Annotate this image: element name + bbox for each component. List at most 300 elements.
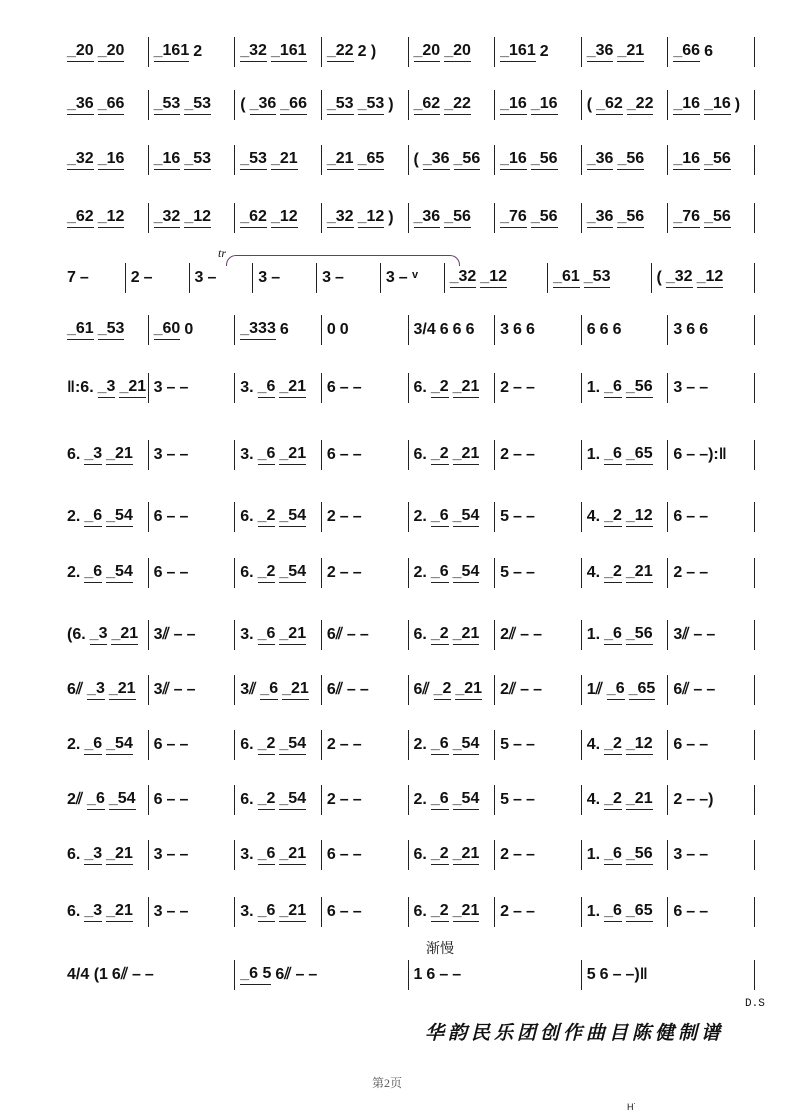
note-group-beamed: _54 [279,563,306,583]
note-group: –):‖ [699,446,727,463]
note-group: – [686,791,696,808]
note-group: 6 [279,321,289,338]
note-group: – [612,966,622,983]
note-group-beamed: _6 5 [240,965,271,985]
note-group-beamed: _2 [604,507,622,527]
note-group: – [706,626,716,643]
measure [494,558,581,588]
page-number: 第2页 [372,1076,403,1090]
measure [667,440,754,470]
note-group-beamed: _56 [626,378,653,398]
note-group: 2 [500,846,510,863]
note-group: 6. [67,446,81,463]
note-group-beamed: _2 [258,735,276,755]
staff-row [64,203,755,233]
note-group-beamed: _56 [704,150,731,170]
measure [321,90,408,120]
note-group-beamed: _6 [84,563,102,583]
note-group: – [439,966,449,983]
note-group-beamed: _56 [531,208,558,228]
staff-row [64,840,755,870]
measure [667,145,754,175]
note-group: – [339,446,349,463]
measure [321,675,408,705]
note-group: 6. [413,903,427,920]
note-group: 1. [586,446,601,463]
note-group: – [533,626,542,643]
note-group: 5 [500,564,510,581]
measure [581,90,668,120]
measure [64,263,125,293]
note-group: – [166,791,176,808]
measure [64,785,148,815]
note-group: – [686,736,696,753]
note-group: 6 [452,321,462,338]
measure [234,785,321,815]
measure [64,960,234,990]
note-group: 6. [413,379,427,396]
note-group: 6 [586,321,596,338]
measure [408,897,495,927]
note-group-beamed: _3 [84,902,102,922]
measure [651,263,754,293]
note-group: – [686,508,696,525]
note-group: – [166,564,176,581]
note-group-beamed: _65 [358,150,385,170]
note-group-beamed: _66 [280,95,307,115]
measure [148,90,235,120]
measure [234,373,321,403]
note-group-beamed: _54 [453,563,480,583]
measure [581,502,668,532]
note-group-beamed: _36 [414,208,441,228]
note-group-beamed: _21 [106,445,133,465]
note-group-beamed: _32 [240,42,267,62]
measure [494,502,581,532]
note-group: 6 [326,379,336,396]
measure [581,373,668,403]
note-group: 6 [599,321,609,338]
note-group: 2 [500,379,510,396]
note-group-beamed: _53 [584,268,611,288]
measure [321,897,408,927]
credit-line: 华韵民乐团创作曲目陈健制谱 [425,1022,725,1044]
measure [316,263,380,293]
note-group-beamed: _161 [500,42,536,62]
tempo-marking: 渐慢 [426,940,454,956]
note-group-beamed: _16 [673,95,700,115]
measure [64,620,148,650]
note-group-beamed: _62 [414,95,441,115]
note-group-beamed: _32 [67,150,94,170]
measure [148,840,235,870]
note-group-beamed: _54 [279,790,306,810]
measure [189,263,253,293]
note-group: – [166,508,176,525]
measure [148,675,235,705]
note-group: 3. [240,903,254,920]
note-group: – [699,564,709,581]
measure [667,558,754,588]
note-group: 3 [500,321,510,338]
measure [494,675,581,705]
measure [494,373,581,403]
measure [148,203,235,233]
note-group: 2 ) [357,43,377,60]
note-group: 3⫽ [153,681,170,698]
note-group-beamed: _36 [250,95,277,115]
measure [494,840,581,870]
measure [321,373,408,403]
note-group-beamed: _54 [279,507,306,527]
note-group-beamed: _56 [454,150,481,170]
note-group: 6 [326,903,336,920]
measure [667,620,754,650]
note-group-beamed: _32 [154,208,181,228]
note-group: 6 [673,903,683,920]
note-group: 4/4 (1 [67,966,108,983]
note-group-beamed: _2 [258,507,276,527]
note-group-beamed: _56 [617,150,644,170]
measure [148,373,235,403]
note-group-beamed: _53 [184,150,211,170]
measure [408,90,495,120]
note-group: – [352,446,362,463]
measure [64,145,148,175]
note-group: – [513,736,522,753]
measure [321,785,408,815]
note-group-beamed: _12 [184,208,211,228]
note-group-beamed: _21 [617,42,644,62]
note-group-beamed: _6 [258,445,276,465]
measure [494,440,581,470]
note-group: – [359,681,369,698]
note-group: – [706,681,716,698]
note-group: 6 [673,736,683,753]
note-group-beamed: _21 [453,625,480,645]
note-group-beamed: _6 [258,625,276,645]
note-group: – [339,564,349,581]
note-group: – [179,564,189,581]
staff-row [64,440,755,470]
note-group-beamed: _66 [98,95,125,115]
note-group-beamed: _16 [531,95,558,115]
note-group-beamed: _6 [431,735,449,755]
note-group: – [79,269,89,286]
note-group: ( [586,96,593,113]
measure [234,315,321,345]
measure [408,840,495,870]
note-group-beamed: _6 [258,845,276,865]
note-group-beamed: _21 [106,845,133,865]
note-group: – [525,903,535,920]
note-group: – [452,966,462,983]
measure [64,675,148,705]
note-group-beamed: _65 [626,902,653,922]
note-group-beamed: _2 [258,790,276,810]
note-group: – [166,736,176,753]
note-group-beamed: _62 [240,208,267,228]
note-group: – [686,446,696,463]
measure [581,675,668,705]
note-group-beamed: _21 [106,902,133,922]
measure [321,730,408,760]
note-group-beamed: _6 [258,378,276,398]
note-group: – [179,846,189,863]
measure [380,263,444,293]
note-group: – [179,379,189,396]
note-group: 0 [339,321,349,338]
note-group: 6 [513,321,522,338]
note-group: 6. [240,508,254,525]
note-group: 6 [153,508,163,525]
trill-mark: tr [218,246,227,260]
note-group: – [346,681,356,698]
measure [581,145,668,175]
note-group: 2 [193,43,203,60]
note-group: 6 [673,446,683,463]
note-group: ) [388,96,394,113]
note-group-beamed: _21 [626,790,653,810]
staff-row [64,315,755,345]
note-group-beamed: _21 [279,625,306,645]
note-group: – [144,966,154,983]
staff-row [64,502,755,532]
measure [64,730,148,760]
note-group: – [166,846,176,863]
note-group: 6 [525,321,535,338]
note-group: – [525,564,535,581]
staff-row [64,785,755,815]
measure [234,897,321,927]
measure [148,730,235,760]
note-group: 2. [67,508,81,525]
measure [148,440,235,470]
note-group: 2. [413,564,427,581]
note-group: ) [388,209,394,226]
note-group-beamed: _6 [84,735,102,755]
measure [148,37,235,67]
note-group: – [686,903,696,920]
note-group-beamed: _6 [604,902,622,922]
note-group-beamed: _6 [431,507,449,527]
measure [321,315,408,345]
note-group-beamed: _22 [327,42,354,62]
note-group: – [339,903,349,920]
measure [321,840,408,870]
note-group: – [513,846,522,863]
note-group-beamed: _21 [279,845,306,865]
measure [321,558,408,588]
note-group-beamed: _2 [604,735,622,755]
note-group-beamed: _12 [271,208,298,228]
measure [64,840,148,870]
note-group-beamed: _56 [617,208,644,228]
note-group-beamed: _2 [431,378,449,398]
note-group-beamed: _16 [154,150,181,170]
note-group-beamed: _161 [271,42,307,62]
note-group: 4. [586,791,601,808]
note-group: 6 [465,321,475,338]
note-group-beamed: _2 [431,902,449,922]
note-group: 3 [385,269,395,286]
note-group-beamed: _6 [604,845,622,865]
note-group: 7 [67,269,76,286]
note-group: 3/4 [413,321,436,338]
note-group-beamed: _12 [480,268,507,288]
note-group-beamed: _2 [604,563,622,583]
note-group: – [352,903,362,920]
note-group: – [699,379,709,396]
note-group: 3⫽ [153,626,170,643]
note-group: 5 [500,508,510,525]
note-group: 6 [686,321,696,338]
note-group-beamed: _16 [500,150,527,170]
measure [581,620,668,650]
measure [321,440,408,470]
note-group-beamed: _20 [98,42,125,62]
note-group: 6 [153,564,163,581]
measure [581,897,668,927]
note-group: – [179,791,189,808]
note-group-beamed: _36 [67,95,94,115]
note-group-beamed: _2 [604,790,622,810]
note-group-beamed: _21 [279,902,306,922]
staff-row [64,145,755,175]
note-group: 3 [153,846,163,863]
measure [321,37,408,67]
measure [234,502,321,532]
measure [581,785,668,815]
note-group: 6. [240,564,254,581]
note-group: 6. [413,626,427,643]
note-group-beamed: _54 [279,735,306,755]
note-group: – [525,379,535,396]
note-group: 3. [240,626,254,643]
note-group-beamed: _36 [423,150,450,170]
note-group-beamed: _21 [455,680,482,700]
note-group: 6. [67,903,81,920]
measure [64,37,148,67]
note-group: – [525,446,535,463]
note-group: 2. [67,736,81,753]
note-group-beamed: _36 [587,42,614,62]
measure [321,620,408,650]
measure [408,558,495,588]
note-group-beamed: _76 [500,208,527,228]
measure [148,897,235,927]
note-group: – [207,269,217,286]
measure [408,675,495,705]
note-group: 0 [326,321,336,338]
note-group: – [513,508,522,525]
measure [64,897,148,927]
note-group: – [693,681,703,698]
note-group-beamed: _6 [607,680,625,700]
measure [494,203,581,233]
note-group: – [179,903,189,920]
staff-row [64,960,755,990]
note-group: – [533,681,542,698]
note-group: 2. [67,564,81,581]
note-group: 5 [500,736,510,753]
note-group: 2⫽ [500,626,517,643]
note-group: – [686,564,696,581]
measure [64,315,148,345]
note-group-beamed: _36 [587,208,614,228]
note-group-beamed: _21 [626,563,653,583]
measure [64,203,148,233]
note-group: – [513,903,522,920]
note-group: 2. [413,736,427,753]
note-group: – [334,269,344,286]
note-group-beamed: _20 [67,42,94,62]
staff-row [64,675,755,705]
note-group-beamed: _53 [358,95,385,115]
note-group: 6⫽ [413,681,430,698]
note-group: 2 [539,43,549,60]
note-group: – [520,626,530,643]
note-group: 4. [586,736,601,753]
note-group-beamed: _21 [327,150,354,170]
note-group: 6 [439,321,449,338]
measure [148,315,235,345]
note-group: – [339,508,349,525]
note-group: – [339,379,349,396]
note-group: – [693,626,703,643]
measure [321,145,408,175]
measure [234,37,321,67]
measure [494,620,581,650]
note-group-beamed: _21 [282,680,309,700]
note-group-beamed: _12 [358,208,385,228]
note-group: 2 [326,564,336,581]
note-group-beamed: _16 [500,95,527,115]
note-group: 3 [153,903,163,920]
note-group-beamed: _53 [327,95,354,115]
note-group: 4. [586,508,601,525]
note-group: 4. [586,564,601,581]
note-group-beamed: _53 [154,95,181,115]
measure [581,840,668,870]
measure [581,960,754,990]
note-group: 1. [586,846,601,863]
measure [581,315,668,345]
note-group-beamed: _12 [697,268,724,288]
note-group-beamed: _22 [444,95,471,115]
measure [64,373,148,403]
note-group: – ᵛ [398,269,418,286]
note-group-beamed: _21 [279,378,306,398]
note-group: 2. [413,508,427,525]
note-group-beamed: _21 [453,902,480,922]
note-group-beamed: _3 [90,625,108,645]
note-group: 6⫽ [326,681,343,698]
note-group-beamed: _21 [453,378,480,398]
note-group: – [271,269,281,286]
note-group: – [186,681,196,698]
measure [321,203,408,233]
note-group: 1⫽ [586,681,603,698]
note-group: – [173,681,183,698]
note-group: 2 [500,446,510,463]
note-group-beamed: _2 [258,563,276,583]
measure [234,620,321,650]
measure [667,730,754,760]
measure [667,502,754,532]
note-group: – [520,681,530,698]
note-group-beamed: _16 [98,150,125,170]
